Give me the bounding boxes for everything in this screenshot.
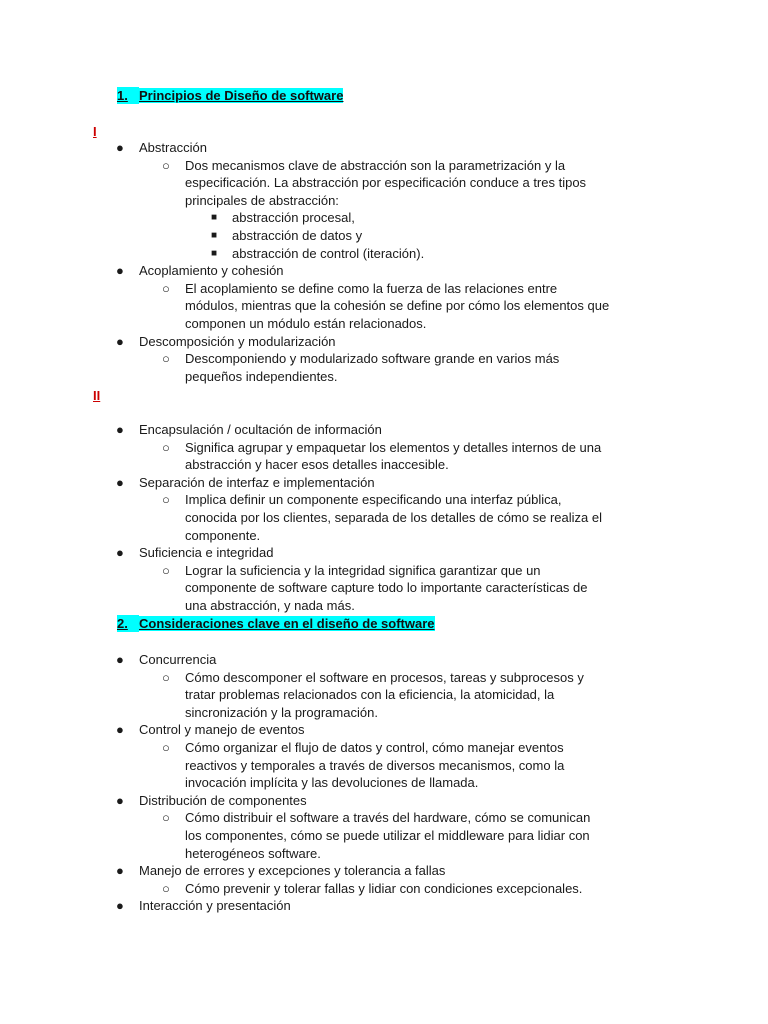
list-item [0,333,700,351]
bullet-icon: ● [116,422,124,437]
bullet-icon: ● [116,545,124,561]
sub-list-item [0,491,700,544]
bullet-icon: ○ [162,880,170,896]
section-number: 1. [117,87,139,104]
list-item-text: Cómo prevenir y tolerar fallas y lidiar con condiciones excepcionales. [185,880,583,896]
list-item-text: Implica definir un componente especificando una interfaz pública, conocida por los clientes, separada de los detalles de cómo se realiza el componente. [185,492,602,543]
bullet-icon: ● [116,652,124,667]
list-item [0,421,700,439]
list-item-text: Suficiencia e integridad [139,545,274,561]
sub-list-item [0,809,700,862]
list-item-text: Descomposición y modularización [139,333,336,349]
sub-sub-list-item [0,245,700,263]
bullet-icon: ● [116,140,124,155]
list-item-text: abstracción procesal, [232,210,355,226]
list-item [0,139,700,157]
list-item-text: Manejo de errores y excepciones y tolerancia a fallas [139,863,446,879]
list-item [0,544,700,562]
list-item-text: Cómo descomponer el software en procesos, tareas y subprocesos y tratar problemas relacionados con la eficiencia, la atomicidad, la sincronización y la programación. [185,669,584,720]
section-heading-1 [117,87,343,104]
principles-list-part-2 [0,421,700,615]
list-item [0,792,700,810]
principles-list-part-1 [0,139,700,385]
sub-list-item [0,350,700,385]
list-item-text: Significa agrupar y empaquetar los elementos y detalles internos de una abstracción y hacer esos detalles inaccesible. [185,439,602,473]
section-title: Consideraciones clave en el diseño de software [139,616,435,631]
list-item-text: Cómo organizar el flujo de datos y control, cómo manejar eventos reactivos y temporales a través de diversos mecanismos, como la invocación implícita y las devoluciones de llamada. [185,739,565,791]
list-item [0,862,700,880]
bullet-icon: ● [116,863,124,879]
list-item-text: abstracción de control (iteración). [232,245,425,261]
list-item [0,651,700,669]
bullet-icon: ○ [162,562,170,578]
list-item-text: Cómo distribuir el software a través del hardware, cómo se comunican los componentes, cómo se puede utilizar el middleware para lidiar con heterogéneos software. [185,810,591,861]
list-item-text: abstracción de datos y [232,227,363,243]
sub-list-item [0,439,700,474]
part-marker-1: I [93,124,97,139]
considerations-list [0,651,700,915]
list-item-text: Dos mecanismos clave de abstracción son la parametrización y la especificación. La abstracción por especificación conduce a tres tipos principales de abstracción: [185,157,587,208]
bullet-icon: ○ [162,492,170,508]
bullet-icon: ○ [162,669,170,685]
bullet-icon: ○ [162,351,170,367]
list-item-text: El acoplamiento se define como la fuerza de las relaciones entre módulos, mientras que la cohesión se define por cómo los elementos que componen un módulo están relacionados. [185,280,610,331]
sub-list-item [0,880,700,898]
list-item-text: Abstracción [139,140,207,155]
list-item [0,474,700,492]
bullet-icon: ■ [211,229,218,241]
list-item-text: Acoplamiento y cohesión [139,263,284,279]
list-item-text: Encapsulación / ocultación de información [139,422,382,437]
list-item-text: Control y manejo de eventos [139,722,305,738]
list-item [0,721,700,739]
bullet-icon: ● [116,333,124,349]
bullet-icon: ○ [162,157,170,173]
sub-list-item [0,739,700,792]
bullet-icon: ● [116,792,124,808]
sub-list-item [0,562,700,615]
bullet-icon: ○ [162,739,170,755]
sub-list-item [0,280,700,333]
sub-list-item [0,157,700,210]
list-item [0,897,700,915]
section-number: 2. [117,615,139,632]
bullet-icon: ■ [211,212,218,224]
list-item-text: Separación de interfaz e implementación [139,474,375,490]
bullet-icon: ● [116,474,124,490]
section-title: Principios de Diseño de software [139,88,344,103]
bullet-icon: ○ [162,439,170,455]
list-item-text: Concurrencia [139,652,217,667]
bullet-icon: ● [116,263,124,279]
list-item-text: Descomponiendo y modularizado software grande en varios más pequeños independientes. [185,351,560,384]
bullet-icon: ● [116,898,124,914]
list-item-text: Lograr la suficiencia y la integridad significa garantizar que un componente de software capture todo lo importante características de una abstracción, y nada más. [185,562,588,613]
list-item [0,262,700,280]
list-item-text: Distribución de componentes [139,792,307,808]
list-item-text: Interacción y presentación [139,898,291,914]
sub-list-item [0,669,700,722]
bullet-icon: ● [116,722,124,738]
sub-sub-list-item [0,227,700,245]
bullet-icon: ○ [162,280,170,296]
bullet-icon: ■ [211,247,218,259]
part-marker-2: II [93,388,101,403]
bullet-icon: ○ [162,810,170,826]
sub-sub-list-item [0,209,700,227]
section-heading-2 [117,615,435,632]
